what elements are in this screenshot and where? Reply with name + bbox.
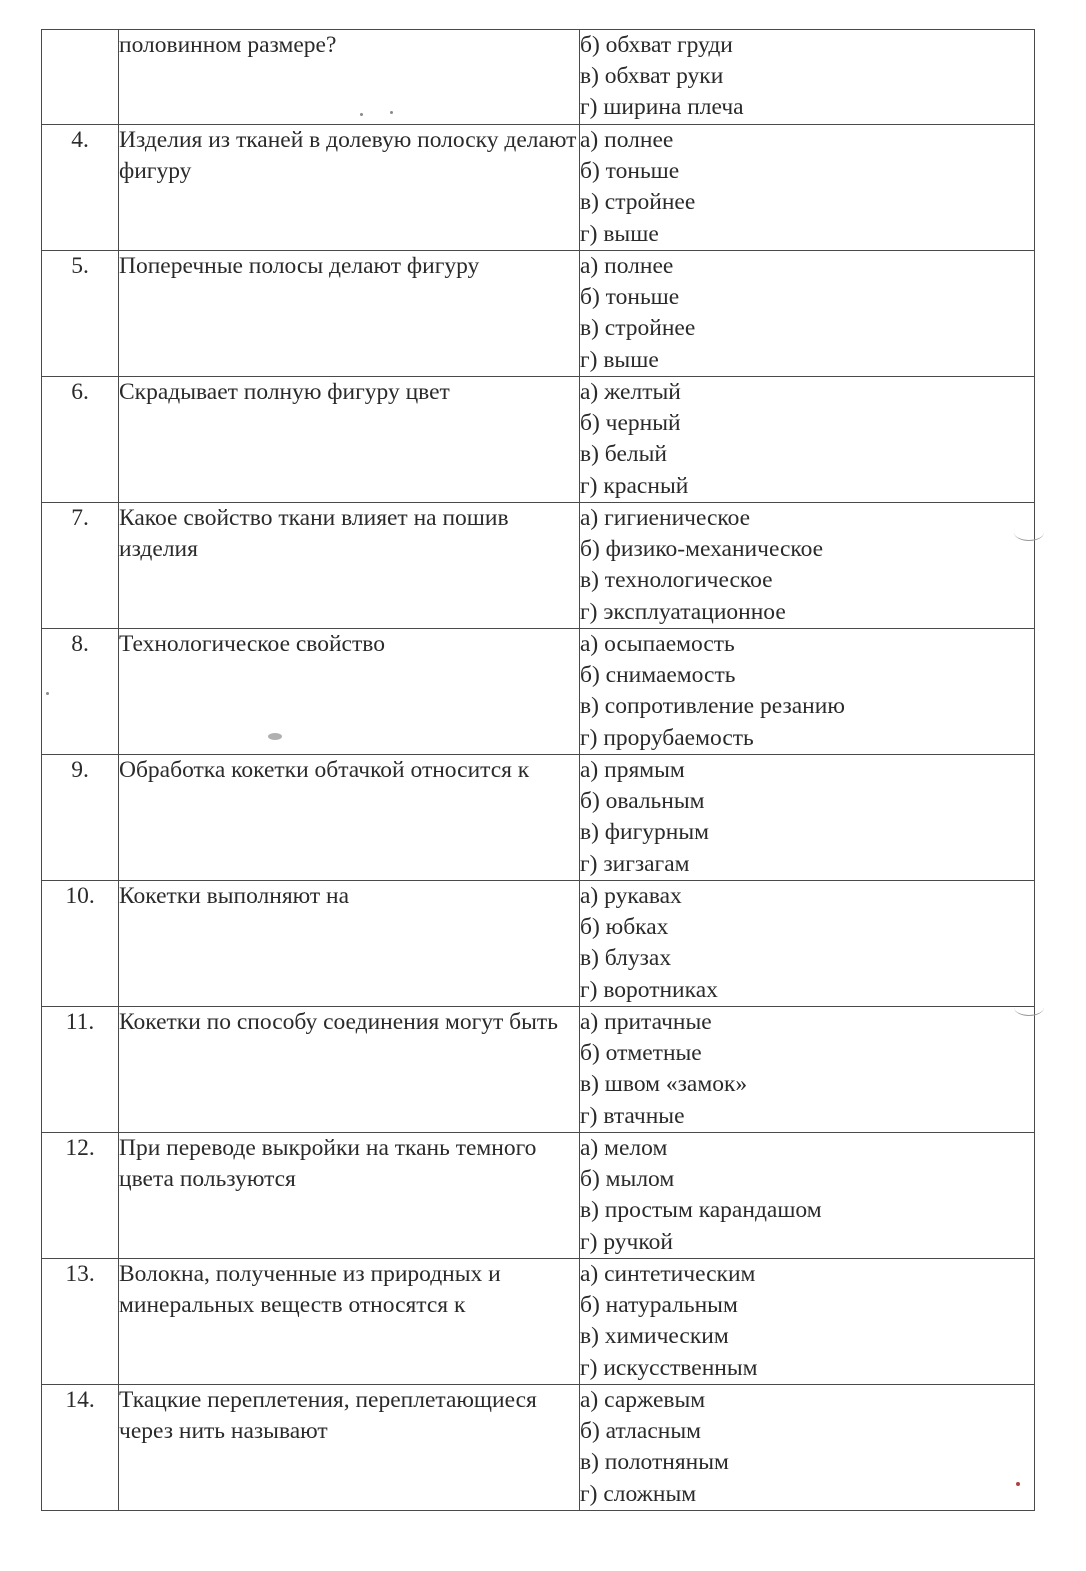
answer-option: в) технологическое [580, 567, 773, 594]
question-text: Обработка кокетки обтачкой относится к [119, 757, 530, 783]
answer-option: а) притачные [580, 1009, 712, 1035]
question-number-cell [42, 503, 119, 629]
question-row [42, 503, 1035, 629]
answer-option: б) снимаемость [580, 662, 736, 689]
quiz-table [41, 29, 1035, 1511]
answer-option: в) фигурным [580, 819, 709, 846]
answer-options-cell [580, 377, 1035, 503]
answer-options-cell [580, 1007, 1035, 1133]
question-number: 10. [65, 883, 95, 909]
question-text-cell [119, 755, 580, 881]
question-text: Ткацкие переплетения, переплетающиеся через нить называют [119, 1387, 537, 1445]
question-text: Изделия из тканей в долевую полоску делают фигуру [119, 127, 577, 185]
scan-speck [46, 692, 49, 695]
answer-option: г) выше [580, 220, 659, 247]
question-row [42, 30, 1035, 125]
question-number-cell [42, 1133, 119, 1259]
answer-option: б) обхват груди [580, 32, 733, 58]
question-text: Кокетки по способу соединения могут быть [119, 1009, 558, 1035]
question-number: 9. [71, 757, 89, 783]
question-row [42, 755, 1035, 881]
answer-option: в) обхват руки [580, 63, 724, 90]
answer-option: а) синтетическим [580, 1261, 756, 1287]
scan-speck [268, 733, 282, 740]
answer-option: а) саржевым [580, 1387, 706, 1413]
answer-option: г) искусственным [580, 1354, 758, 1381]
question-text-cell [119, 30, 580, 125]
answer-options-cell [580, 629, 1035, 755]
question-number-cell [42, 1385, 119, 1511]
answer-option: в) простым карандашом [580, 1197, 822, 1224]
question-text: При переводе выкройки на ткань темного цвета пользуются [119, 1135, 537, 1193]
question-text-cell [119, 251, 580, 377]
answer-option: а) полнее [580, 127, 674, 153]
question-text: Скрадывает полную фигуру цвет [119, 379, 450, 405]
answer-options-cell [580, 251, 1035, 377]
question-text-cell [119, 1259, 580, 1385]
answer-option: г) прорубаемость [580, 724, 754, 751]
question-row [42, 1133, 1035, 1259]
question-number: 11. [65, 1009, 95, 1035]
answer-options-cell [580, 503, 1035, 629]
question-number-cell [42, 629, 119, 755]
question-row [42, 377, 1035, 503]
question-number-cell [42, 125, 119, 251]
question-text-cell [119, 881, 580, 1007]
answer-options-cell [580, 30, 1035, 125]
question-row [42, 1385, 1035, 1511]
question-number: 14. [65, 1387, 95, 1413]
question-text-cell [119, 1133, 580, 1259]
answer-option: в) стройнее [580, 189, 696, 216]
question-number-cell [42, 377, 119, 503]
answer-option: в) белый [580, 441, 667, 468]
answer-option: г) ширина плеча [580, 94, 744, 121]
question-number: 13. [65, 1261, 95, 1287]
question-text-cell [119, 125, 580, 251]
question-number: 6. [71, 379, 89, 405]
answer-option: б) физико-механическое [580, 536, 824, 563]
answer-option: в) стройнее [580, 315, 696, 342]
answer-option: в) сопротивление резанию [580, 693, 845, 720]
answer-option: в) химическим [580, 1323, 729, 1350]
answer-option: б) натуральным [580, 1292, 738, 1319]
question-text: Поперечные полосы делают фигуру [119, 253, 480, 279]
answer-option: в) швом «замок» [580, 1071, 748, 1098]
answer-option: г) ручкой [580, 1228, 673, 1255]
punch-hole-mark [1014, 999, 1044, 1016]
question-text: половинном размере? [119, 32, 337, 58]
answer-option: г) зигзагам [580, 850, 690, 877]
answer-option: г) воротниках [580, 976, 718, 1003]
answer-option: а) желтый [580, 379, 681, 405]
question-row [42, 1259, 1035, 1385]
question-text-cell [119, 377, 580, 503]
punch-hole-mark [1014, 524, 1044, 541]
question-number-cell [42, 755, 119, 881]
answer-option: б) овальным [580, 788, 705, 815]
answer-option: а) рукавах [580, 883, 682, 909]
answer-option: б) мылом [580, 1166, 675, 1193]
answer-options-cell [580, 1385, 1035, 1511]
question-number: 5. [71, 253, 89, 279]
answer-option: а) полнее [580, 253, 674, 279]
question-number-cell [42, 30, 119, 125]
question-row [42, 1007, 1035, 1133]
scan-speck [360, 113, 363, 116]
question-text: Кокетки выполняют на [119, 883, 350, 909]
question-row [42, 629, 1035, 755]
question-number-cell [42, 1007, 119, 1133]
answer-options-cell [580, 125, 1035, 251]
answer-option: б) атласным [580, 1418, 701, 1445]
question-row [42, 251, 1035, 377]
question-text: Волокна, полученные из природных и минеральных веществ относятся к [119, 1261, 501, 1319]
answer-option: б) тоньше [580, 284, 680, 311]
answer-option: г) красный [580, 472, 689, 499]
answer-option: г) эксплуатационное [580, 598, 786, 625]
answer-option: г) втачные [580, 1102, 685, 1129]
quiz-sheet [41, 29, 1035, 1511]
answer-options-cell [580, 1259, 1035, 1385]
question-number: 7. [71, 505, 89, 531]
question-text: Какое свойство ткани влияет на пошив изделия [119, 505, 509, 563]
answer-option: а) мелом [580, 1135, 668, 1161]
question-number-cell [42, 1259, 119, 1385]
question-row [42, 881, 1035, 1007]
scan-speck [1016, 1482, 1020, 1486]
scan-speck [390, 111, 393, 114]
answer-option: а) осыпаемость [580, 631, 735, 657]
question-text-cell [119, 1385, 580, 1511]
answer-option: б) черный [580, 410, 681, 437]
question-number-cell [42, 881, 119, 1007]
answer-option: в) полотняным [580, 1449, 729, 1476]
answer-option: г) сложным [580, 1480, 697, 1507]
answer-option: а) прямым [580, 757, 685, 783]
answer-option: б) отметные [580, 1040, 702, 1067]
answer-option: г) выше [580, 346, 659, 373]
answer-option: б) юбках [580, 914, 669, 941]
question-text: Технологическое свойство [119, 631, 385, 657]
question-row [42, 125, 1035, 251]
answer-options-cell [580, 755, 1035, 881]
question-number-cell [42, 251, 119, 377]
question-number: 8. [71, 631, 89, 657]
question-text-cell [119, 503, 580, 629]
question-text-cell [119, 1007, 580, 1133]
answer-option: в) блузах [580, 945, 672, 972]
answer-option: б) тоньше [580, 158, 680, 185]
question-text-cell [119, 629, 580, 755]
question-number: 4. [71, 127, 89, 153]
answer-options-cell [580, 881, 1035, 1007]
answer-options-cell [580, 1133, 1035, 1259]
answer-option: а) гигиеническое [580, 505, 751, 531]
question-number: 12. [65, 1135, 95, 1161]
